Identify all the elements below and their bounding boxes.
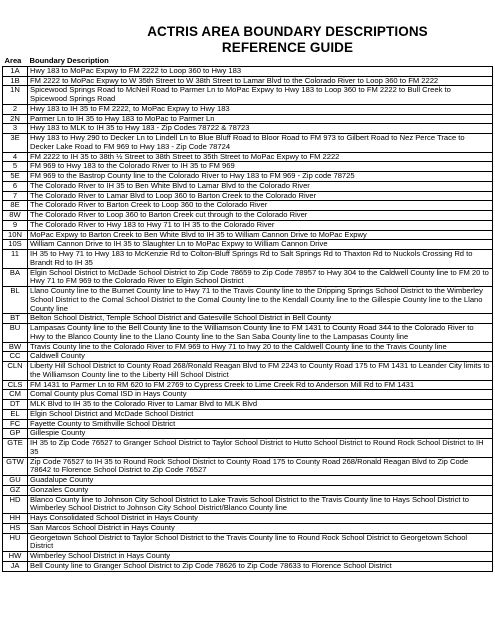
area-code: BW xyxy=(3,342,28,352)
boundary-description: Fayette County to Smithville School District xyxy=(28,419,493,429)
boundary-description: FM 969 to Hwy 183 to the Colorado River to IH 35 to FM 969 xyxy=(28,162,493,172)
boundary-description: Wimberley School District in Hays County xyxy=(28,552,493,562)
area-code: GTE xyxy=(3,439,28,458)
table-row xyxy=(3,485,493,495)
area-code: 1A xyxy=(3,66,28,76)
boundary-description: Caldwell County xyxy=(28,352,493,362)
table-row xyxy=(3,419,493,429)
table-row xyxy=(3,76,493,86)
boundary-description: Zip Code 76527 to IH 35 to Round Rock School District to County Road 175 to County Road 268/Ronald Reagan Blvd to Zip Code 78642 to Florence School District to Zip Code 76527 xyxy=(28,457,493,476)
boundary-description: Georgetown School District to Taylor School District to the Travis County line to Round Rock School District to Georgetown School District xyxy=(28,533,493,552)
table-row xyxy=(3,439,493,458)
boundary-description: Guadalupe County xyxy=(28,476,493,486)
boundary-description: Elgin School District to McDade School District to Zip Code 78659 to Zip Code 78957 to Hwy 304 to the Caldwell County line to FM 20 to Hwy 71 to FM 969 to the Colorado River to Elgin School District xyxy=(28,268,493,287)
area-code: 8E xyxy=(3,201,28,211)
table-row xyxy=(3,191,493,201)
table-row xyxy=(3,400,493,410)
table-row xyxy=(3,230,493,240)
table-row xyxy=(3,124,493,134)
table-row xyxy=(3,362,493,381)
table-row xyxy=(3,162,493,172)
table-row xyxy=(3,134,493,153)
area-code: 11 xyxy=(3,250,28,269)
area-code: BA xyxy=(3,268,28,287)
boundary-description: IH 35 to Zip Code 76527 to Granger School District to Taylor School District to Hutto School District to Round Rock School District to IH 35 xyxy=(28,439,493,458)
table-row xyxy=(3,250,493,269)
table-row xyxy=(3,314,493,324)
table-row xyxy=(3,514,493,524)
boundary-description: The Colorado River to IH 35 to Ben White Blvd to Lamar Blvd to the Colorado River xyxy=(28,181,493,191)
area-code: 3 xyxy=(3,124,28,134)
area-code: EL xyxy=(3,409,28,419)
table-row xyxy=(3,211,493,221)
boundary-description: Hwy 183 to IH 35 to FM 2222, to MoPac Expwy to Hwy 183 xyxy=(28,104,493,114)
boundary-description: The Colorado River to Loop 360 to Barton Creek cut through to the Colorado River xyxy=(28,211,493,221)
area-code: HD xyxy=(3,495,28,514)
table-row xyxy=(3,552,493,562)
area-code: 8W xyxy=(3,211,28,221)
boundary-description: IH 35 to Hwy 71 to Hwy 183 to McKenzie Rd to Colton-Bluff Springs Rd to Salt Springs Rd to Thaxton Rd to Nuckols Crossing Rd to Brandt Rd to IH 35 xyxy=(28,250,493,269)
area-column-header: Area xyxy=(3,57,28,66)
table-row xyxy=(3,220,493,230)
area-code: CC xyxy=(3,352,28,362)
table-row xyxy=(3,66,493,76)
area-code: 5E xyxy=(3,172,28,182)
table-row xyxy=(3,324,493,343)
table-row xyxy=(3,561,493,571)
boundary-description: Hwy 183 to Hwy 290 to Decker Ln to Lindell Ln to Blue Bluff Road to Bloor Road to FM 973 to Gilbert Road to Nez Perce Trace to Decker Lake Road to FM 969 to Hwy 183 - Zip Code 78724 xyxy=(28,134,493,153)
area-code: 2 xyxy=(3,104,28,114)
boundary-description: The Colorado River to Lamar Blvd to Loop 360 to Barton Creek to the Colorado River xyxy=(28,191,493,201)
area-code: HS xyxy=(3,523,28,533)
boundary-description: Hays Consolidated School District in Hays County xyxy=(28,514,493,524)
table-body xyxy=(3,66,493,571)
table-row xyxy=(3,181,493,191)
area-code: 3E xyxy=(3,134,28,153)
table-row xyxy=(3,429,493,439)
table-row xyxy=(3,240,493,250)
table-row xyxy=(3,523,493,533)
area-code: GTW xyxy=(3,457,28,476)
table-row xyxy=(3,172,493,182)
boundary-description: Hwy 183 to MLK to IH 35 to Hwy 183 - Zip Codes 78722 & 78723 xyxy=(28,124,493,134)
boundary-table xyxy=(2,57,493,572)
table-row xyxy=(3,495,493,514)
boundary-description: Elgin School District and McDade School District xyxy=(28,409,493,419)
area-code: GZ xyxy=(3,485,28,495)
boundary-description: FM 1431 to Parmer Ln to RM 620 to FM 2769 to Cypress Creek to Lime Creek Rd to Anderson Mill Rd to FM 1431 xyxy=(28,380,493,390)
table-row xyxy=(3,268,493,287)
table-row xyxy=(3,201,493,211)
boundary-description: Parmer Ln to IH 35 to Hwy 183 to MoPac to Parmer Ln xyxy=(28,114,493,124)
boundary-description: MLK Blvd to IH 35 to the Colorado River to Lamar Blvd to MLK Blvd xyxy=(28,400,493,410)
boundary-description: Belton School District, Temple School District and Gatesville School District in Bell County xyxy=(28,314,493,324)
area-code: BT xyxy=(3,314,28,324)
table-row xyxy=(3,114,493,124)
boundary-description: Spicewood Springs Road to McNeil Road to Parmer Ln to MoPac Expwy to Hwy 183 to Loop 360 to FM 2222 to Bull Creek to Spicewood Springs Road xyxy=(28,86,493,105)
area-code: JA xyxy=(3,561,28,571)
boundary-description: Gonzales County xyxy=(28,485,493,495)
boundary-description: Blanco County line to Johnson City School District to Lake Travis School District to the Travis County line to Hays School District to Wimberley School District to Johnson City School District/Blanco County line xyxy=(28,495,493,514)
boundary-description: Gillespie County xyxy=(28,429,493,439)
area-code: 1N xyxy=(3,86,28,105)
boundary-description: FM 2222 to MoPac Expwy to W 35th Street to W 38th Street to Lamar Blvd to the Colorado River to Loop 360 to FM 2222 xyxy=(28,76,493,86)
boundary-description: San Marcos School District in Hays County xyxy=(28,523,493,533)
description-column-header: Boundary Description xyxy=(28,57,493,66)
boundary-description: Liberty Hill School District to County Road 268/Ronald Reagan Blvd to FM 2243 to County Road 175 to FM 1431 to Leander City limits to the Williamson County line to the Liberty Hill School District xyxy=(28,362,493,381)
table-row xyxy=(3,457,493,476)
table-row xyxy=(3,533,493,552)
area-code: HW xyxy=(3,552,28,562)
area-code: 1B xyxy=(3,76,28,86)
table-header-row xyxy=(3,57,493,66)
area-code: 10N xyxy=(3,230,28,240)
area-code: 6 xyxy=(3,181,28,191)
table-row xyxy=(3,352,493,362)
table-row xyxy=(3,476,493,486)
area-code: DT xyxy=(3,400,28,410)
document-subtitle: REFERENCE GUIDE xyxy=(221,40,354,55)
table-row xyxy=(3,342,493,352)
table-row xyxy=(3,86,493,105)
area-code: 2N xyxy=(3,114,28,124)
boundary-description: The Colorado River to Barton Creek to Loop 360 to the Colorado River xyxy=(28,201,493,211)
boundary-description: Lampasas County line to the Bell County line to the Williamson County line to FM 1431 to County Road 344 to the Colorado River to Hwy to the Blanco County line to the Llano County line to the San Saba County line to the Lampasas County line xyxy=(28,324,493,343)
boundary-description: FM 969 to the Bastrop County line to the Colorado River to Hwy 183 to FM 969 - Zip code 78725 xyxy=(28,172,493,182)
table-row xyxy=(3,390,493,400)
document-title: ACTRIS AREA BOUNDARY DESCRIPTIONS xyxy=(147,24,428,39)
boundary-description: Bell County line to Granger School District to Zip Code 78626 to Zip Code 78633 to Florence School District xyxy=(28,561,493,571)
boundary-description: MoPac Expwy to Barton Creek to Ben White Blvd to IH 35 to William Cannon Drive to MoPac Expwy xyxy=(28,230,493,240)
boundary-description: William Cannon Drive to IH 35 to Slaughter Ln to MoPac Expwy to William Cannon Drive xyxy=(28,240,493,250)
area-code: HU xyxy=(3,533,28,552)
boundary-description: The Colorado River to Hwy 183 to Hwy 71 to IH 35 to the Colorado River xyxy=(28,220,493,230)
area-code: BL xyxy=(3,287,28,314)
table-row xyxy=(3,409,493,419)
boundary-description: Llano County line to the Burnet County line to Hwy 71 to the Travis County line to the Dripping Springs School District to the Wimberley School District to the Comal School District to the Comal County line to the Kendall County line to the Gillespie County line to the Llano County line xyxy=(28,287,493,314)
boundary-description: Comal County plus Comal ISD in Hays County xyxy=(28,390,493,400)
boundary-description: Travis County line to the Colorado River to FM 969 to Hwy 71 to hwy 20 to the Caldwell County line to the Travis County line xyxy=(28,342,493,352)
boundary-description: Hwy 183 to MoPac Expwy to FM 2222 to Loop 360 to Hwy 183 xyxy=(28,66,493,76)
area-code: 5 xyxy=(3,162,28,172)
table-row xyxy=(3,380,493,390)
area-code: 7 xyxy=(3,191,28,201)
area-code: GP xyxy=(3,429,28,439)
table-row xyxy=(3,287,493,314)
area-code: HH xyxy=(3,514,28,524)
area-code: CM xyxy=(3,390,28,400)
area-code: 4 xyxy=(3,152,28,162)
area-code: CLN xyxy=(3,362,28,381)
boundary-description: FM 2222 to IH 35 to 38th ½ Street to 38th Street to 35th Street to MoPac Expwy to FM 2222 xyxy=(28,152,493,162)
area-code: FC xyxy=(3,419,28,429)
area-code: BU xyxy=(3,324,28,343)
area-code: GU xyxy=(3,476,28,486)
area-code: 9 xyxy=(3,220,28,230)
table-row xyxy=(3,152,493,162)
table-row xyxy=(3,104,493,114)
area-code: CLS xyxy=(3,380,28,390)
area-code: 10S xyxy=(3,240,28,250)
